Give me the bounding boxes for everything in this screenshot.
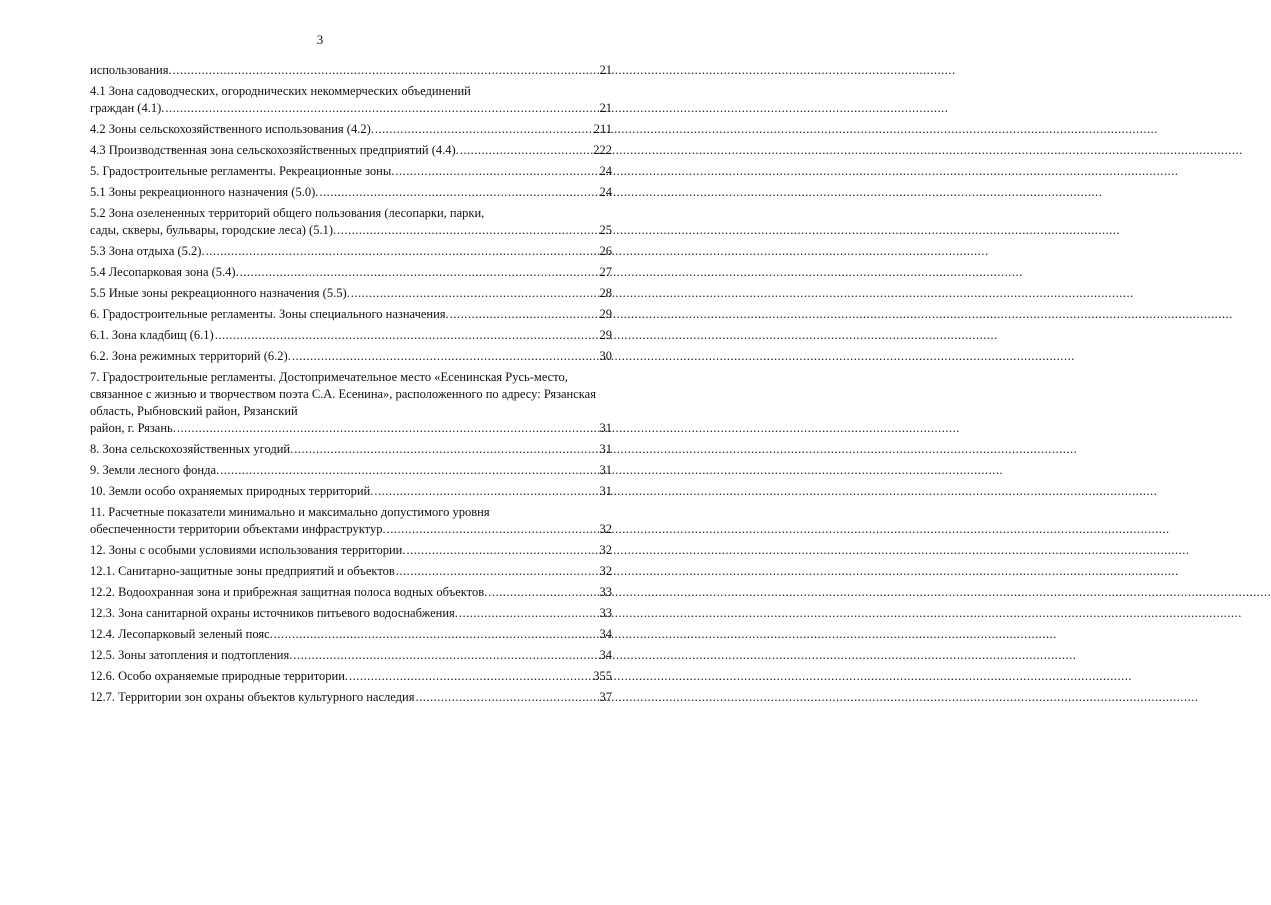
toc-entry-title: 5.4 Лесопарковая зона (5.4). — [90, 265, 239, 279]
dot-leader — [293, 647, 598, 664]
dot-leader — [220, 462, 598, 479]
toc-entry-page-number: 31 — [599, 442, 612, 456]
page-number: 3 — [316, 32, 324, 47]
toc-entry-page-number: 32 — [599, 564, 612, 578]
dot-leader — [459, 605, 599, 622]
toc-entry-title: 5.5 Иные зоны рекреационного назначения (5.5). — [90, 286, 350, 300]
toc-entry-title: 6.1. Зона кладбищ (6.1) — [90, 328, 214, 342]
toc-entry-title: 12. Зоны с особыми условиями использования территории. — [90, 543, 406, 557]
toc-entry[interactable] — [90, 483, 612, 500]
toc-entry-line — [90, 142, 612, 159]
toc-entry-line — [90, 285, 612, 302]
toc-entry[interactable] — [90, 243, 612, 260]
toc-entry-line — [90, 563, 612, 580]
toc-entry-page-number: 24 — [599, 185, 612, 199]
toc-entry-page-number: 24 — [599, 164, 612, 178]
toc-entry-line — [90, 348, 612, 365]
toc-entry-line — [90, 483, 612, 500]
toc-entry-line — [90, 462, 612, 479]
dot-leader — [450, 306, 599, 323]
toc-entry-title: 12.5. Зоны затопления и подтопления. — [90, 648, 293, 662]
toc-entry[interactable] — [90, 626, 612, 643]
toc-entry-title: 12.6. Особо охраняемые природные территории. — [90, 669, 349, 683]
toc-entry-line — [90, 647, 612, 664]
dot-leader — [406, 542, 598, 559]
toc-entry-title: 4.3 Производственная зона сельскохозяйственных предприятий (4.4). — [90, 143, 459, 157]
toc-entry-page-number: 211 — [593, 122, 612, 136]
toc-entry-title-start: 4.1 Зона садоводческих, огороднических некоммерческих объединений — [90, 84, 471, 98]
dot-leader — [215, 327, 599, 344]
toc-entry[interactable] — [90, 647, 612, 664]
toc-entry-line — [90, 264, 612, 281]
toc-entry-line — [90, 243, 612, 260]
toc-entry-line — [90, 441, 612, 458]
toc-entry-page-number: 32 — [599, 543, 612, 557]
toc-entry-page-number: 37 — [599, 690, 612, 704]
toc-entry[interactable] — [90, 584, 612, 601]
toc-entry[interactable] — [90, 83, 612, 117]
toc-entry-title: 5. Градостроительные регламенты. Рекреационные зоны. — [90, 164, 395, 178]
toc-entry-title: обеспеченности территории объектами инфраструктур. — [90, 522, 386, 536]
toc-entry-line — [90, 420, 612, 437]
toc-entry-title: 8. Зона сельскохозяйственных угодий. — [90, 442, 294, 456]
table-of-contents — [90, 62, 612, 710]
toc-entry-title: 5.1 Зоны рекреационного назначения (5.0). — [90, 185, 319, 199]
toc-entry-page-number: 32 — [599, 522, 612, 536]
toc-entry[interactable] — [90, 441, 612, 458]
toc-entry-page-number: 29 — [599, 328, 612, 342]
toc-entry-page-number: 33 — [599, 606, 612, 620]
dot-leader — [395, 163, 598, 180]
dot-leader — [206, 243, 599, 260]
dot-leader — [177, 420, 599, 437]
toc-entry-title: 12.4. Лесопарковый зеленый пояс. — [90, 627, 273, 641]
toc-entry[interactable] — [90, 184, 612, 201]
toc-entry[interactable] — [90, 689, 612, 706]
dot-leader — [173, 62, 599, 79]
dot-leader — [292, 348, 599, 365]
dot-leader — [240, 264, 599, 281]
toc-entry-page-number: 355 — [593, 669, 612, 683]
toc-entry-title: граждан (4.1). — [90, 101, 165, 115]
dot-leader — [415, 689, 598, 706]
toc-entry-title: 5.3 Зона отдыха (5.2). — [90, 244, 205, 258]
dot-leader — [337, 222, 598, 239]
toc-entry[interactable] — [90, 121, 612, 138]
toc-entry-title: 12.2. Водоохранная зона и прибрежная защитная полоса водных объектов. — [90, 585, 488, 599]
dot-leader — [488, 584, 598, 601]
toc-entry-title: сады, скверы, бульвары, городские леса) (5.1). — [90, 223, 337, 237]
toc-entry-title-start: 11. Расчетные показатели минимально и максимально допустимого уровня — [90, 505, 490, 519]
toc-entry-page-number: 21 — [599, 63, 612, 77]
toc-entry-page-number: 31 — [599, 463, 612, 477]
toc-entry-page-number: 31 — [599, 484, 612, 498]
toc-entry-page-number: 33 — [599, 585, 612, 599]
toc-entry[interactable] — [90, 369, 612, 437]
toc-entry-page-number: 25 — [599, 223, 612, 237]
toc-entry-page-number: 34 — [599, 627, 612, 641]
toc-entry-page-number: 28 — [599, 286, 612, 300]
toc-entry-line — [90, 605, 612, 622]
toc-entry[interactable] — [90, 563, 612, 580]
toc-entry-page-number: 29 — [599, 307, 612, 321]
dot-leader — [396, 563, 599, 580]
toc-entry[interactable] — [90, 285, 612, 302]
dot-leader — [294, 441, 598, 458]
toc-entry-page-number: 21 — [599, 101, 612, 115]
dot-leader — [351, 285, 599, 302]
toc-entry-title: 10. Земли особо охраняемых природных территорий. — [90, 484, 374, 498]
toc-entry-line — [90, 163, 612, 180]
toc-entry-page-number: 26 — [599, 244, 612, 258]
toc-entry[interactable] — [90, 306, 612, 323]
dot-leader — [319, 184, 598, 201]
toc-entry-title: 9. Земли лесного фонда. — [90, 463, 220, 477]
toc-entry-line — [90, 184, 612, 201]
toc-entry-title: 12.7. Территории зон охраны объектов культурного наследия — [90, 690, 415, 704]
toc-entry-page-number: 27 — [599, 265, 612, 279]
toc-entry-line — [90, 584, 612, 601]
toc-entry-title: 6.2. Зона режимных территорий (6.2). — [90, 349, 291, 363]
toc-entry[interactable] — [90, 205, 612, 239]
toc-entry-page-number: 34 — [599, 648, 612, 662]
dot-leader — [460, 142, 592, 159]
dot-leader — [387, 521, 599, 538]
toc-entry-page-number: 30 — [599, 349, 612, 363]
toc-entry[interactable] — [90, 163, 612, 180]
toc-entry-line — [90, 306, 612, 323]
toc-entry-line — [90, 121, 612, 138]
toc-entry-line — [90, 668, 612, 685]
toc-entry[interactable] — [90, 504, 612, 538]
toc-entry[interactable] — [90, 462, 612, 479]
toc-entry-line — [90, 222, 612, 239]
dot-leader — [375, 121, 593, 138]
dot-leader — [165, 100, 598, 117]
toc-entry-page-number: 222 — [593, 143, 612, 157]
toc-entry-title: 12.3. Зона санитарной охраны источников питьевого водоснабжения. — [90, 606, 458, 620]
toc-entry[interactable] — [90, 348, 612, 365]
dot-leader — [349, 668, 592, 685]
toc-entry-title-start: 5.2 Зона озелененных территорий общего пользования (лесопарки, парки, — [90, 206, 485, 220]
toc-entry[interactable] — [90, 264, 612, 281]
toc-entry[interactable] — [90, 142, 612, 159]
toc-entry-title: использования. — [90, 63, 172, 77]
toc-entry-title: район, г. Рязань. — [90, 421, 176, 435]
dot-leader — [274, 626, 599, 643]
toc-entry-title-start: 7. Градостроительные регламенты. Достопримечательное место «Есенинская Русь-место, связанное с жизнью и творчеством поэта С.А. Есенина», расположенного по адресу: Рязанская область, Рыбновский район, Рязанский — [90, 370, 596, 418]
dot-leader — [374, 483, 598, 500]
toc-entry-line — [90, 100, 612, 117]
toc-entry-title: 4.2 Зоны сельскохозяйственного использования (4.2). — [90, 122, 374, 136]
toc-entry-line — [90, 327, 612, 344]
toc-entry-title: 12.1. Санитарно-защитные зоны предприятий и объектов — [90, 564, 395, 578]
toc-entry[interactable] — [90, 542, 612, 559]
toc-entry-title: 6. Градостроительные регламенты. Зоны специального назначения. — [90, 307, 449, 321]
toc-entry-line — [90, 521, 612, 538]
toc-entry[interactable] — [90, 605, 612, 622]
toc-entry[interactable] — [90, 62, 612, 79]
toc-entry-line — [90, 62, 612, 79]
toc-entry-line — [90, 626, 612, 643]
toc-entry[interactable] — [90, 668, 612, 685]
toc-entry[interactable] — [90, 327, 612, 344]
toc-entry-line — [90, 689, 612, 706]
toc-entry-line — [90, 542, 612, 559]
toc-entry-page-number: 31 — [599, 421, 612, 435]
